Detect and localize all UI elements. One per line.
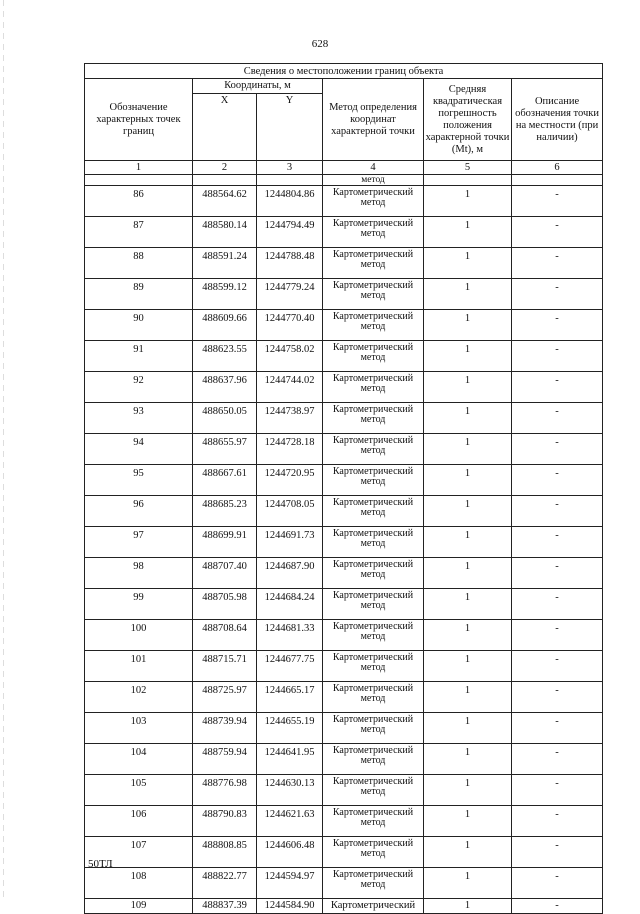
page-number: 628 bbox=[311, 38, 329, 50]
coord-y: 1244681.33 bbox=[257, 620, 323, 651]
accuracy-mt: 1 bbox=[424, 775, 512, 806]
coord-y: 1244584.90 bbox=[257, 899, 323, 914]
point-description: - bbox=[512, 713, 603, 744]
coord-y: 1244728.18 bbox=[257, 434, 323, 465]
method: Картометрический метод bbox=[323, 558, 424, 589]
coord-x: 488776.98 bbox=[193, 775, 257, 806]
coord-x: 488599.12 bbox=[193, 279, 257, 310]
point-id: 102 bbox=[85, 682, 193, 713]
coord-x: 488650.05 bbox=[193, 403, 257, 434]
table-row bbox=[85, 186, 603, 217]
method: Картометрический метод bbox=[323, 589, 424, 620]
point-description: - bbox=[512, 837, 603, 868]
point-description: - bbox=[512, 186, 603, 217]
table-row bbox=[85, 248, 603, 279]
column-number: 6 bbox=[512, 161, 603, 175]
method: Картометрический метод bbox=[323, 806, 424, 837]
point-id: 88 bbox=[85, 248, 193, 279]
point-description: - bbox=[512, 310, 603, 341]
coord-x: 488708.64 bbox=[193, 620, 257, 651]
accuracy-mt: 1 bbox=[424, 186, 512, 217]
table-row bbox=[85, 496, 603, 527]
point-id: 105 bbox=[85, 775, 193, 806]
method: Картометрический метод bbox=[323, 682, 424, 713]
header-x: X bbox=[193, 94, 257, 161]
accuracy-mt: 1 bbox=[424, 310, 512, 341]
point-id: 95 bbox=[85, 465, 193, 496]
method: Картометрический метод bbox=[323, 248, 424, 279]
table-row bbox=[85, 589, 603, 620]
point-id: 103 bbox=[85, 713, 193, 744]
accuracy-mt: 1 bbox=[424, 620, 512, 651]
continuation-row bbox=[85, 175, 603, 186]
method: Картометрический метод bbox=[323, 279, 424, 310]
accuracy-mt: 1 bbox=[424, 279, 512, 310]
method: Картометрический метод bbox=[323, 310, 424, 341]
coord-y: 1244630.13 bbox=[257, 775, 323, 806]
header-method: Метод определения координат характерной точки bbox=[323, 79, 424, 161]
point-id: 109 bbox=[85, 899, 193, 914]
point-description: - bbox=[512, 496, 603, 527]
coord-x: 488837.39 bbox=[193, 899, 257, 914]
coord-x: 488739.94 bbox=[193, 713, 257, 744]
method: Картометрический метод bbox=[323, 713, 424, 744]
accuracy-mt: 1 bbox=[424, 403, 512, 434]
method: Картометрический метод bbox=[323, 744, 424, 775]
coord-x: 488580.14 bbox=[193, 217, 257, 248]
point-description: - bbox=[512, 651, 603, 682]
table-row bbox=[85, 341, 603, 372]
point-description: - bbox=[512, 434, 603, 465]
accuracy-mt: 1 bbox=[424, 682, 512, 713]
coord-x: 488637.96 bbox=[193, 372, 257, 403]
point-id: 101 bbox=[85, 651, 193, 682]
point-description: - bbox=[512, 620, 603, 651]
coord-x: 488759.94 bbox=[193, 744, 257, 775]
point-description: - bbox=[512, 217, 603, 248]
point-id: 94 bbox=[85, 434, 193, 465]
method: Картометрический метод bbox=[323, 620, 424, 651]
coord-y: 1244758.02 bbox=[257, 341, 323, 372]
accuracy-mt: 1 bbox=[424, 217, 512, 248]
accuracy-mt: 1 bbox=[424, 372, 512, 403]
point-id: 91 bbox=[85, 341, 193, 372]
point-description: - bbox=[512, 682, 603, 713]
coord-x: 488564.62 bbox=[193, 186, 257, 217]
coord-x: 488790.83 bbox=[193, 806, 257, 837]
column-number: 2 bbox=[193, 161, 257, 175]
coord-y: 1244744.02 bbox=[257, 372, 323, 403]
coord-y: 1244779.24 bbox=[257, 279, 323, 310]
point-description: - bbox=[512, 248, 603, 279]
point-description: - bbox=[512, 868, 603, 899]
coord-x: 488822.77 bbox=[193, 868, 257, 899]
column-numbers-row bbox=[85, 161, 603, 175]
coord-y: 1244621.63 bbox=[257, 806, 323, 837]
accuracy-mt: 1 bbox=[424, 341, 512, 372]
coord-y: 1244720.95 bbox=[257, 465, 323, 496]
accuracy-mt: 1 bbox=[424, 465, 512, 496]
method: Картометрический метод bbox=[323, 186, 424, 217]
header-y: Y bbox=[257, 94, 323, 161]
method: Картометрический метод bbox=[323, 217, 424, 248]
header-coordinates: Координаты, м bbox=[193, 79, 323, 94]
accuracy-mt: 1 bbox=[424, 589, 512, 620]
accuracy-mt: 1 bbox=[424, 868, 512, 899]
accuracy-mt: 1 bbox=[424, 496, 512, 527]
coord-y: 1244655.19 bbox=[257, 713, 323, 744]
table-row bbox=[85, 775, 603, 806]
column-number: 1 bbox=[85, 161, 193, 175]
point-description: - bbox=[512, 775, 603, 806]
table-row bbox=[85, 310, 603, 341]
point-id: 92 bbox=[85, 372, 193, 403]
coord-y: 1244770.40 bbox=[257, 310, 323, 341]
point-id: 89 bbox=[85, 279, 193, 310]
table-row bbox=[85, 217, 603, 248]
point-description: - bbox=[512, 589, 603, 620]
point-id: 96 bbox=[85, 496, 193, 527]
table-body bbox=[85, 186, 603, 899]
coord-x: 488808.85 bbox=[193, 837, 257, 868]
accuracy-mt: 1 bbox=[424, 527, 512, 558]
point-description: - bbox=[512, 899, 603, 914]
method: Картометрический метод bbox=[323, 434, 424, 465]
coord-y: 1244794.49 bbox=[257, 217, 323, 248]
point-id: 90 bbox=[85, 310, 193, 341]
point-id: 104 bbox=[85, 744, 193, 775]
accuracy-mt: 1 bbox=[424, 713, 512, 744]
point-id: 99 bbox=[85, 589, 193, 620]
point-description: - bbox=[512, 744, 603, 775]
column-number: 3 bbox=[257, 161, 323, 175]
point-description: - bbox=[512, 403, 603, 434]
coord-y: 1244788.48 bbox=[257, 248, 323, 279]
accuracy-mt: 1 bbox=[424, 837, 512, 868]
header-accuracy: Средняя квадратическая погрешность положения характерной точки (Mt), м bbox=[424, 79, 512, 161]
coord-x: 488609.66 bbox=[193, 310, 257, 341]
coord-y: 1244677.75 bbox=[257, 651, 323, 682]
column-number: 5 bbox=[424, 161, 512, 175]
table-row bbox=[85, 372, 603, 403]
coord-y: 1244708.05 bbox=[257, 496, 323, 527]
accuracy-mt: 1 bbox=[424, 248, 512, 279]
accuracy-mt: 1 bbox=[424, 806, 512, 837]
point-id: 98 bbox=[85, 558, 193, 589]
table-row bbox=[85, 899, 603, 914]
coord-y: 1244687.90 bbox=[257, 558, 323, 589]
coord-x: 488699.91 bbox=[193, 527, 257, 558]
point-id: 100 bbox=[85, 620, 193, 651]
table-row bbox=[85, 465, 603, 496]
method: Картометрический метод bbox=[323, 651, 424, 682]
coord-x: 488623.55 bbox=[193, 341, 257, 372]
table-row bbox=[85, 651, 603, 682]
table-row bbox=[85, 868, 603, 899]
method: Картометрический метод bbox=[323, 496, 424, 527]
coord-x: 488655.97 bbox=[193, 434, 257, 465]
point-id: 106 bbox=[85, 806, 193, 837]
method: Картометрический метод bbox=[323, 465, 424, 496]
coord-y: 1244804.86 bbox=[257, 186, 323, 217]
coord-x: 488707.40 bbox=[193, 558, 257, 589]
method: Картометрический метод bbox=[323, 527, 424, 558]
point-description: - bbox=[512, 558, 603, 589]
header-point: Обозначение характерных точек границ bbox=[85, 79, 193, 161]
table-row bbox=[85, 806, 603, 837]
accuracy-mt: 1 bbox=[424, 558, 512, 589]
coord-y: 1244594.97 bbox=[257, 868, 323, 899]
point-id: 97 bbox=[85, 527, 193, 558]
point-id: 107 bbox=[85, 837, 193, 868]
table-caption: Сведения о местоположении границ объекта bbox=[85, 64, 603, 79]
accuracy-mt: 1 bbox=[424, 651, 512, 682]
point-description: - bbox=[512, 372, 603, 403]
table-row bbox=[85, 744, 603, 775]
point-description: - bbox=[512, 465, 603, 496]
column-number: 4 bbox=[323, 161, 424, 175]
coord-x: 488725.97 bbox=[193, 682, 257, 713]
method: Картометрический метод bbox=[323, 775, 424, 806]
coord-x: 488705.98 bbox=[193, 589, 257, 620]
method: Картометрический метод bbox=[323, 372, 424, 403]
method: Картометрический метод bbox=[323, 837, 424, 868]
table-row bbox=[85, 620, 603, 651]
table-row bbox=[85, 403, 603, 434]
coord-x: 488667.61 bbox=[193, 465, 257, 496]
point-id: 108 bbox=[85, 868, 193, 899]
table-row bbox=[85, 558, 603, 589]
point-description: - bbox=[512, 341, 603, 372]
method: Картометрический метод bbox=[323, 341, 424, 372]
method: Картометрический метод bbox=[323, 868, 424, 899]
coord-y: 1244606.48 bbox=[257, 837, 323, 868]
point-description: - bbox=[512, 279, 603, 310]
point-id: 86 bbox=[85, 186, 193, 217]
table-row bbox=[85, 527, 603, 558]
coord-y: 1244684.24 bbox=[257, 589, 323, 620]
accuracy-mt: 1 bbox=[424, 899, 512, 914]
coord-y: 1244641.95 bbox=[257, 744, 323, 775]
table-row bbox=[85, 837, 603, 868]
accuracy-mt: 1 bbox=[424, 434, 512, 465]
coord-y: 1244665.17 bbox=[257, 682, 323, 713]
coord-x: 488685.23 bbox=[193, 496, 257, 527]
coord-y: 1244738.97 bbox=[257, 403, 323, 434]
point-id: 87 bbox=[85, 217, 193, 248]
header-description: Описание обозначения точки на местности (при наличии) bbox=[512, 79, 603, 161]
method: Картометрический bbox=[323, 899, 424, 914]
coord-x: 488591.24 bbox=[193, 248, 257, 279]
accuracy-mt: 1 bbox=[424, 744, 512, 775]
coord-x: 488715.71 bbox=[193, 651, 257, 682]
point-description: - bbox=[512, 527, 603, 558]
table-row bbox=[85, 682, 603, 713]
table-row bbox=[85, 434, 603, 465]
point-description: - bbox=[512, 806, 603, 837]
continuation-text: метод bbox=[323, 175, 424, 186]
table-row bbox=[85, 279, 603, 310]
scan-edge bbox=[3, 0, 4, 899]
boundary-points-table bbox=[84, 63, 603, 914]
coord-y: 1244691.73 bbox=[257, 527, 323, 558]
table-row bbox=[85, 713, 603, 744]
footer-code: 50ТЛ bbox=[88, 858, 113, 870]
point-id: 93 bbox=[85, 403, 193, 434]
method: Картометрический метод bbox=[323, 403, 424, 434]
